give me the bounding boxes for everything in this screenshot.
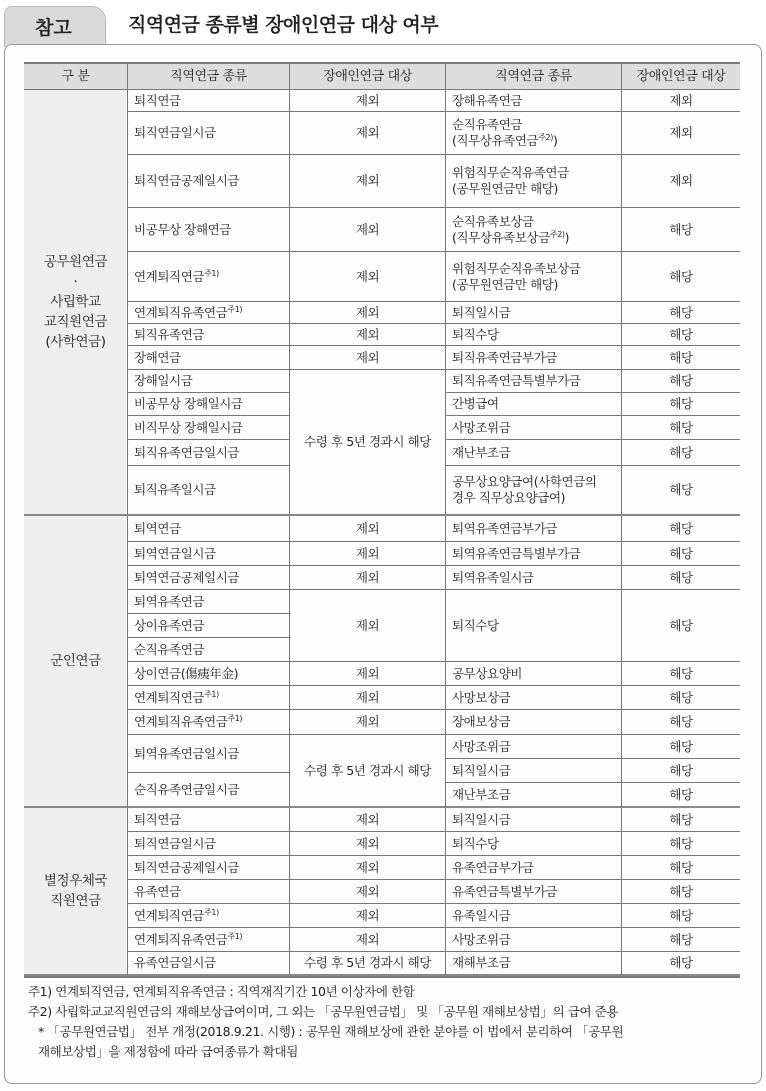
footnote-star: * 「공무원연금법」 전부 개정(2018.9.21. 시행) : 공무원 재해보상에 관한 분야를 이 법에서 분리하여 「공무원 재해보상법」을 제정함에 따라 급여종류가 확대됨 — [38, 1024, 624, 1059]
item-text: 유족일시금 — [452, 907, 511, 923]
eligibility-cell: 제외 — [290, 90, 446, 112]
footnote-ref: 주2) — [538, 132, 553, 142]
item-text: 퇴직연금일시금 — [134, 835, 216, 851]
item-text: 퇴역유족연금특별부가금 — [452, 545, 581, 561]
item-text: 퇴직일시금 — [452, 811, 511, 827]
eligibility-cell: 제외 — [622, 155, 740, 208]
pension-type-cell — [128, 566, 290, 590]
tab-label: 참고 — [35, 17, 72, 39]
pension-type-cell — [128, 904, 290, 928]
pension-type-cell — [128, 638, 290, 662]
footnote-ref: 주1) — [204, 907, 219, 917]
item-text: 재해부조금 — [452, 955, 511, 970]
eligibility-cell: 해당 — [622, 516, 740, 542]
item-text: 퇴직유족연금부가금 — [452, 349, 558, 365]
eligibility-cell: 수령 후 5년 경과시 해당 — [290, 370, 446, 516]
eligibility-cell: 제외 — [290, 252, 446, 302]
footnote-ref: 주1) — [227, 713, 243, 723]
footnote-ref: 주1) — [204, 268, 219, 278]
pension-type-cell — [446, 590, 622, 662]
eligibility-cell: 제외 — [290, 324, 446, 346]
item-text: 퇴직연금일시금 — [134, 125, 216, 140]
item-text: 퇴역유족일시금 — [452, 569, 534, 585]
pension-type-cell — [128, 208, 290, 252]
pension-type-cell — [446, 832, 622, 856]
item-text: 퇴역연금 — [134, 520, 181, 536]
eligibility-cell: 제외 — [290, 710, 446, 735]
pension-type-cell — [128, 880, 290, 904]
pension-type-cell — [446, 416, 622, 440]
pension-type-cell — [128, 252, 290, 302]
pension-type-cell — [128, 773, 290, 808]
item-text: 퇴직일시금 — [452, 762, 511, 778]
eligibility-cell: 수령 후 5년 경과시 해당 — [290, 735, 446, 808]
eligibility-cell: 제외 — [290, 208, 446, 252]
pension-type-cell — [446, 112, 622, 155]
pension-type-cell — [128, 856, 290, 880]
item-text: 퇴직수당 — [452, 326, 499, 342]
eligibility-cell: 해당 — [622, 440, 740, 466]
pension-type-cell — [446, 928, 622, 952]
item-text: 장해유족연금 — [452, 92, 523, 108]
pension-type-cell — [446, 759, 622, 783]
pension-type-cell — [446, 566, 622, 590]
item-text: 퇴역연금일시금 — [134, 545, 216, 561]
pension-type-cell — [128, 346, 290, 370]
pension-type-cell — [446, 542, 622, 566]
item-text: 퇴직연금공제일시금 — [134, 859, 240, 875]
eligibility-cell: 제외 — [622, 112, 740, 155]
eligibility-cell: 해당 — [622, 393, 740, 416]
pension-type-cell — [128, 542, 290, 566]
pension-type-cell — [446, 370, 622, 393]
eligibility-cell: 해당 — [622, 783, 740, 808]
column-header: 직역연금 종류 — [446, 64, 622, 90]
pension-type-cell — [446, 808, 622, 832]
eligibility-cell: 해당 — [622, 324, 740, 346]
eligibility-cell: 제외 — [290, 542, 446, 566]
eligibility-cell: 해당 — [622, 370, 740, 393]
pension-type-cell — [128, 808, 290, 832]
item-text: 연계퇴직연금$^{주1)}$ — [134, 907, 219, 923]
item-text: 유족연금특별부가금 — [452, 883, 558, 899]
pension-type-cell — [128, 440, 290, 466]
category-cell: 별정우체국 직원연금 — [24, 808, 128, 976]
item-text: 연계퇴직연금$^{주1)}$ — [134, 689, 219, 705]
eligibility-cell: 제외 — [290, 832, 446, 856]
item-text: 재난부조금 — [452, 786, 511, 802]
pension-type-cell — [128, 710, 290, 735]
pension-type-cell — [446, 324, 622, 346]
pension-type-cell — [128, 466, 290, 516]
pension-type-cell — [446, 393, 622, 416]
item-text: 상이유족연금 — [134, 617, 205, 633]
item-text: 순직유족연금일시금 — [134, 781, 240, 797]
category-cell: 공무원연금 · 사립학교 교직원연금 (사학연금) — [24, 90, 128, 516]
pension-type-cell — [446, 208, 622, 252]
pension-type-cell — [446, 735, 622, 759]
item-text: 사망조위금 — [452, 419, 511, 435]
pension-type-cell — [446, 856, 622, 880]
pension-table — [24, 62, 740, 978]
footnote-ref: 주1) — [227, 304, 243, 314]
item-text: 퇴역유족연금일시금 — [134, 745, 240, 761]
pension-type-cell — [446, 783, 622, 808]
pension-type-cell — [128, 302, 290, 324]
eligibility-cell: 해당 — [622, 302, 740, 324]
eligibility-cell: 해당 — [622, 952, 740, 976]
footnotes — [28, 982, 623, 1062]
footnote-ref: 주2) — [549, 229, 565, 239]
pension-type-cell — [128, 370, 290, 393]
eligibility-cell: 해당 — [622, 566, 740, 590]
eligibility-cell: 해당 — [622, 710, 740, 735]
page-title: 직역연금 종류별 장애인연금 대상 여부 — [128, 14, 439, 36]
item-text: 퇴직연금공제일시금 — [134, 173, 240, 188]
pension-type-cell — [128, 614, 290, 638]
pension-type-cell — [128, 590, 290, 614]
item-text: 장애보상금 — [452, 714, 511, 729]
item-text: 연계퇴직연금$^{주1)}$ — [134, 268, 219, 284]
eligibility-cell: 수령 후 5년 경과시 해당 — [290, 952, 446, 976]
pension-type-cell — [446, 90, 622, 112]
item-text: 순직유족보상금 (직무상유족보상금$^{주2)}$) — [452, 213, 570, 245]
column-header: 구 분 — [24, 64, 128, 90]
column-header: 장애인연금 대상 — [290, 64, 446, 90]
eligibility-cell: 제외 — [290, 928, 446, 952]
item-text: 퇴직일시금 — [452, 304, 511, 320]
item-text: 간병급여 — [452, 396, 499, 411]
pension-type-cell — [128, 952, 290, 976]
eligibility-cell: 제외 — [290, 590, 446, 662]
item-text: 퇴역유족연금 — [134, 593, 205, 609]
pension-type-cell — [446, 516, 622, 542]
item-text: 사망조위금 — [452, 738, 511, 754]
pension-type-cell — [446, 302, 622, 324]
item-text: 유족연금부가금 — [452, 859, 534, 875]
item-text: 연계퇴직유족연금$^{주1)}$ — [134, 304, 243, 320]
pension-type-cell — [128, 928, 290, 952]
eligibility-cell: 해당 — [622, 466, 740, 516]
item-text: 퇴직연금 — [134, 92, 181, 108]
eligibility-cell: 해당 — [622, 759, 740, 783]
footnote-ref: 주1) — [227, 931, 243, 941]
pension-type-cell — [128, 155, 290, 208]
item-text: 연계퇴직유족연금$^{주1)}$ — [134, 713, 243, 729]
item-text: 위험직무순직유족연금 (공무원연금만 해당) — [452, 165, 569, 196]
eligibility-cell: 제외 — [290, 904, 446, 928]
pension-type-cell — [446, 904, 622, 928]
eligibility-cell: 해당 — [622, 880, 740, 904]
pension-type-cell — [128, 324, 290, 346]
pension-type-cell — [446, 710, 622, 735]
eligibility-cell: 해당 — [622, 662, 740, 686]
item-text: 퇴역유족연금부가금 — [452, 520, 558, 536]
eligibility-cell: 제외 — [290, 662, 446, 686]
item-text: 퇴직유족연금특별부가금 — [452, 373, 581, 388]
pension-type-cell — [128, 416, 290, 440]
footnote-ref: 주1) — [204, 689, 219, 699]
pension-type-cell — [446, 346, 622, 370]
pension-type-cell — [446, 155, 622, 208]
eligibility-cell: 제외 — [290, 112, 446, 155]
item-text: 사망조위금 — [452, 931, 511, 947]
pension-type-cell — [128, 832, 290, 856]
eligibility-cell: 해당 — [622, 808, 740, 832]
eligibility-cell: 해당 — [622, 542, 740, 566]
item-text: 비공무상 장해일시금 — [134, 396, 243, 411]
category-cell: 군인연금 — [24, 516, 128, 808]
item-text: 퇴직연금 — [134, 811, 181, 827]
column-header: 직역연금 종류 — [128, 64, 290, 90]
column-header: 장애인연금 대상 — [622, 64, 740, 90]
item-text: 장해연금 — [134, 349, 181, 365]
item-text: 순직유족연금 (직무상유족연금$^{주2)}$) — [452, 117, 558, 148]
pension-type-cell — [128, 90, 290, 112]
item-text: 공무상요양급여(사학연금의 경우 직무상요양급여) — [452, 474, 597, 505]
eligibility-cell: 해당 — [622, 735, 740, 759]
item-text: 퇴직수당 — [452, 835, 499, 851]
eligibility-cell: 해당 — [622, 686, 740, 710]
item-text: 비직무상 장해일시금 — [134, 419, 243, 435]
item-text: 장해일시금 — [134, 373, 193, 388]
pension-type-cell — [446, 466, 622, 516]
eligibility-cell: 제외 — [290, 155, 446, 208]
pension-type-cell — [446, 952, 622, 976]
item-text: 공무상요양비 — [452, 665, 523, 681]
item-text: 상이연금(傷痍年金) — [134, 665, 239, 681]
pension-type-cell — [446, 880, 622, 904]
pension-type-cell — [446, 440, 622, 466]
item-text: 유족연금일시금 — [134, 955, 216, 970]
item-text: 유족연금 — [134, 883, 181, 899]
pension-type-cell — [128, 735, 290, 773]
item-text: 사망보상금 — [452, 689, 511, 705]
pension-type-cell — [128, 516, 290, 542]
pension-type-cell — [128, 393, 290, 416]
pension-type-cell — [128, 112, 290, 155]
eligibility-cell: 해당 — [622, 252, 740, 302]
item-text: 순직유족연금 — [134, 641, 205, 657]
eligibility-cell: 제외 — [290, 880, 446, 904]
eligibility-cell: 제외 — [290, 346, 446, 370]
eligibility-cell: 해당 — [622, 346, 740, 370]
eligibility-cell: 제외 — [290, 856, 446, 880]
item-text: 비공무상 장해연금 — [134, 221, 231, 237]
eligibility-cell: 제외 — [290, 516, 446, 542]
pension-type-cell — [446, 662, 622, 686]
eligibility-cell: 제외 — [290, 566, 446, 590]
item-text: 퇴직수당 — [452, 617, 499, 633]
reference-tab — [4, 6, 106, 47]
item-text: 퇴역연금공제일시금 — [134, 569, 240, 585]
footnote-1: 주1) 연계퇴직연금, 연계퇴직유족연금 : 직역재직기간 10년 이상자에 한함 — [28, 984, 415, 999]
eligibility-cell: 해당 — [622, 904, 740, 928]
item-text: 재난부조금 — [452, 444, 511, 460]
eligibility-cell: 해당 — [622, 832, 740, 856]
eligibility-cell: 제외 — [290, 302, 446, 324]
eligibility-cell: 해당 — [622, 416, 740, 440]
item-text: 퇴직유족연금 — [134, 326, 205, 342]
eligibility-cell: 제외 — [290, 808, 446, 832]
pension-type-cell — [446, 252, 622, 302]
eligibility-cell: 해당 — [622, 208, 740, 252]
eligibility-cell: 해당 — [622, 928, 740, 952]
pension-type-cell — [128, 662, 290, 686]
pension-type-cell — [446, 686, 622, 710]
item-text: 위험직무순직유족보상금 (공무원연금만 해당) — [452, 260, 581, 292]
footnote-2: 주2) 사립학교교직원연금의 재해보상급여이며, 그 외는 「공무원연금법」 및 「공무원 재해보상법」의 급여 준용 — [28, 1004, 619, 1019]
eligibility-cell: 제외 — [622, 90, 740, 112]
item-text: 연계퇴직유족연금$^{주1)}$ — [134, 931, 243, 947]
pension-type-cell — [128, 686, 290, 710]
eligibility-cell: 제외 — [290, 686, 446, 710]
item-text: 퇴직유족연금일시금 — [134, 444, 240, 460]
item-text: 퇴직유족일시금 — [134, 482, 216, 497]
eligibility-cell: 해당 — [622, 856, 740, 880]
eligibility-cell: 해당 — [622, 590, 740, 662]
